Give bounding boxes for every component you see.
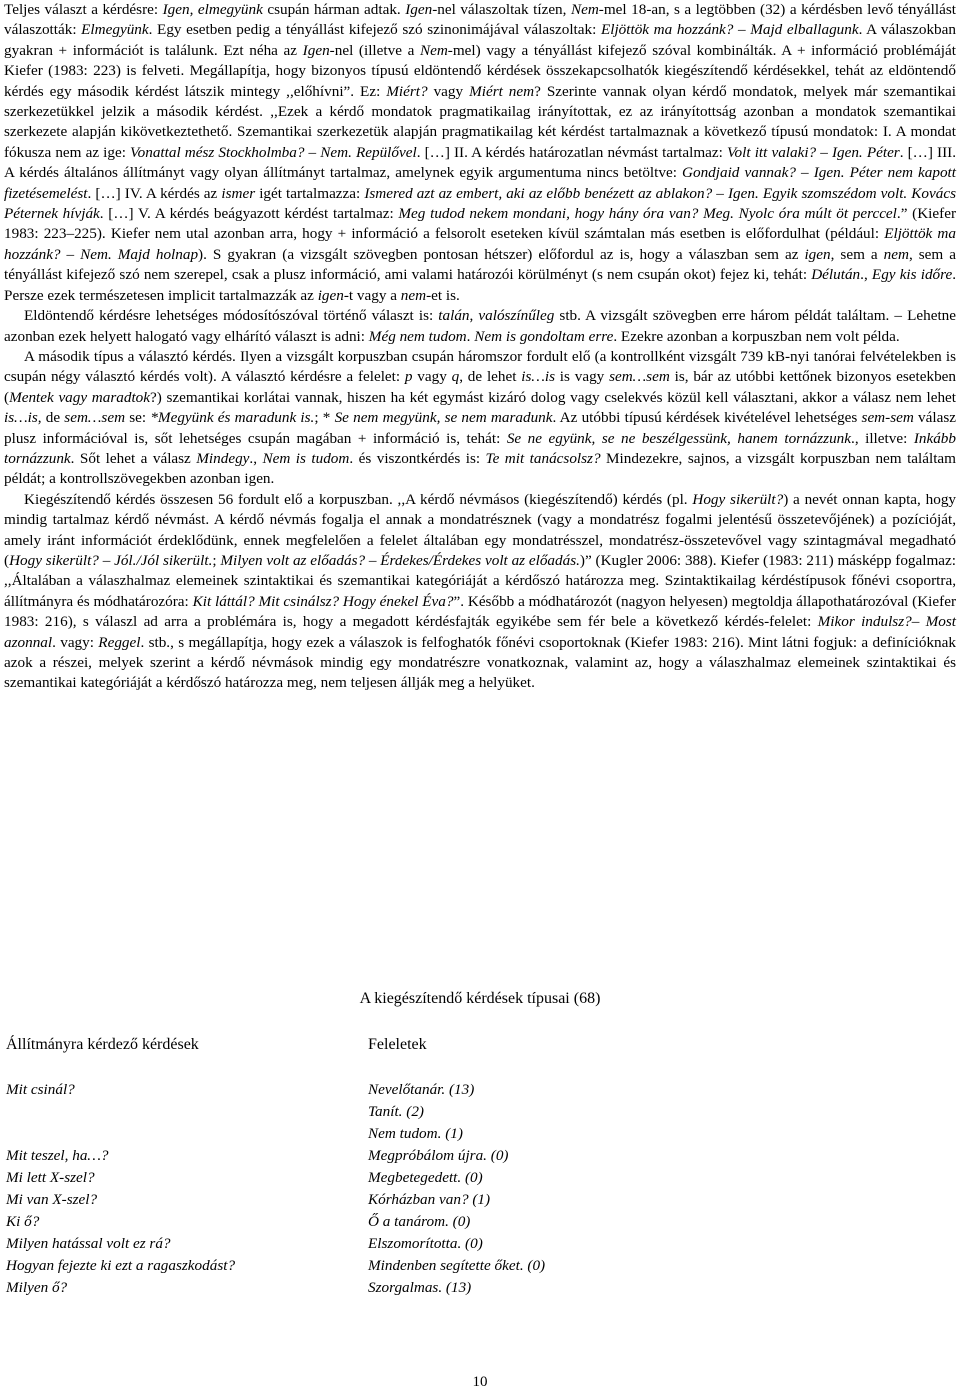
question-cell: Mi van X-szel? — [6, 1191, 98, 1208]
table-caption: A kiegészítendő kérdések típusai (68) — [359, 990, 601, 1007]
paragraph: Teljes választ a kérdésre: Igen, elmegyünk csupán hárman adtak. Igen-nel válaszoltak tízen, Nem-mel 18-an, s a legtöbben (32) a kérdésben levő tényállást válaszották: Elmegyünk. Egy esetben pedig a tényállást kifejező szó szinonimájával válaszoltak: Eljöttök ma hozzánk? – Majd elballagunk. A válaszokban gyakran + információt is találunk. Ezt néha az Igen-nel (illetve a Nem-mel) vagy a tényállást kifejező szóval kombinálták. A + információ problémáját Kiefer (1983: 223) is felveti. Megállapítja, hogy bizonyos típusú eldöntendő kérdések összekapcsolhatók kiegészítendő kérdésekkel, tehát az eldöntendő kérdés egy második kérdést látszik mintegy ,,előhívni”. Ez: Miért? vagy Miért nem? Szerinte vannak olyan kérdő mondatok, melyek már szemantikai szerkezetükkel jelzik a második kérdést. ,,Ezek a kérdő mondatok pragmatikailag irányítottak, ez az irányítottság azonban a mondatok szemantikai szerkezete alapján kikövetkeztethető. Szemantikai szerkezetük alapján pragmatikailag két kérdést tartalmaznak a következő típusú mondatok: I. A mondat fókusza nem az ige: Vonattal mész Stockholmba? – Nem. Repülővel. […] II. A kérdés határozatlan névmást tartalmaz: Volt itt valaki? – Igen. Péter. […] III. A kérdés általános állítmányt vagy olyan állítmányt tartalmaz, amelynek egyik argumentuma nincs betöltve: Gondjaid vannak? – Igen. Péter nem kapott fizetésemelést. […] IV. A kérdés az ismer igét tartalmazza: Ismered azt az embert, aki az előbb benézett az ablakon? – Igen. Egyik szomszédom volt. Kovács Péternek hívják. […] V. A kérdés beágyazott kérdést tartalmaz: Meg tudod nekem mondani, hogy hány óra van? Meg. Nyolc óra múlt öt perccel.” (Kiefer 1983: 223–225). Kiefer nem utal azonban arra, hogy + információ a felsorolt eseteken kívül számtalan más esetben is előfordulhat (például: Eljöttök ma hozzánk? – Nem. Majd holnap). S gyakran (a vizsgált szövegben pontosan hétszer) előfordul az is, hogy a válaszban sem az igen, sem a nem, sem a tényállást kifejező szó nem szerepel, csak a plusz információ, ami valami határozói körülményt (s nem csupán okot) fejez ki, tehát: Délután., Egy kis időre. Persze ezek természetesen implicit tartalmazzák az igen-t vagy a nem-et is. — [4, 1, 957, 304]
answer-cell: Nevelőtanár. (13) — [368, 1081, 475, 1098]
table-row — [4, 1079, 956, 1101]
table-row — [4, 1167, 956, 1189]
table-row — [4, 1255, 956, 1277]
question-cell: Mi lett X-szel? — [6, 1169, 95, 1186]
column-header-questions: Állítmányra kérdező kérdések — [6, 1036, 199, 1053]
answer-cell: Megpróbálom újra. (0) — [368, 1147, 509, 1164]
answer-cell: Ő a tanárom. (0) — [368, 1213, 471, 1230]
table-row — [4, 1233, 956, 1255]
answer-cell: Mindenben segítette őket. (0) — [368, 1257, 546, 1274]
paragraph: A második típus a választó kérdés. Ilyen a vizsgált korpuszban csupán háromszor fordult elő (a kontrollként vizsgált 739 kB-nyi tanórai felvételekben is csupán négy választó kérdés volt). A választó kérdésre a felelet: p vagy q, de lehet is…is is vagy sem…sem is, bár az utóbbi kettőnek bizonyos esetekben (Mentek vagy maradtok?) szemantikai korlátai vannak, hiszen ha két egymást kizáró dolog vagy cselekvés közül kell választani, akkor a válasz nem lehet is…is, de sem…sem se: *Megyünk és maradunk is.; * Se nem megyünk, se nem maradunk. Az utóbbi típusú kérdések kivételével lehetséges sem-sem válasz plusz információval is, sőt lehetséges csupán magában + információ is, tehát: Se ne együnk, se ne beszélgessünk, hanem tornázzunk., illetve: Inkább tornázzunk. Sőt lehet a válasz Mindegy., Nem is tudom. és viszontkérdés is: Te mit tanácsolsz? Mindezekre, sajnos, a vizsgált korpuszban nem találtam példát; a kontrollszövegekben azonban igen. — [4, 347, 956, 488]
paragraph: Eldöntendő kérdésre lehetséges módosítószóval történő választ is: talán, valószínűleg stb. A vizsgált szövegben erre három példát találtam. – Lehetne azonban ezek helyett halogató vagy elhárító választ is adni: Még nem tudom. Nem is gondoltam erre. Ezekre azonban a korpuszban nem volt példa. — [4, 307, 956, 345]
answer-cell: Kórházban van? (1) — [368, 1191, 491, 1208]
question-cell: Mit teszel, ha…? — [6, 1147, 109, 1164]
table-row — [4, 1123, 956, 1145]
document-page — [4, 0, 957, 1390]
answer-cell: Szorgalmas. (13) — [368, 1279, 472, 1296]
question-cell: Milyen hatással volt ez rá? — [6, 1235, 171, 1252]
table-row — [4, 1211, 956, 1233]
table-row — [4, 1189, 956, 1211]
table-row — [4, 1277, 956, 1299]
column-header-answers: Feleletek — [368, 1036, 427, 1053]
answer-cell: Elszomorította. (0) — [368, 1235, 483, 1252]
table-row — [4, 1101, 956, 1123]
question-cell: Ki ő? — [6, 1213, 40, 1230]
paragraph: Kiegészítendő kérdés összesen 56 fordult elő a korpuszban. ,,A kérdő névmásos (kiegészítendő) kérdés (pl. Hogy sikerült?) a nevét onnan kapta, hogy mindig tartalmaz kérdő névmást. A kérdő névmás fogalja el annak a mondatrésznek (vagy a mondatrész fogalmi jelentésű összetevőjének) a pozícióját, amely iránt információt érdeklődünk, ennek megfelelően a felelet általában egy mondatrésszel, mondatrész-összetevővel vagy szintagmával megadható (Hogy sikerült? – Jól./Jól sikerült.; Milyen volt az előadás? – Érdekes/Érdekes volt az előadás.)” (Kugler 2006: 388). Kiefer (1983: 211) másképp fogalmaz: ,,Általában a válaszhalmaz elemeinek szintaktikai és szemantikai kategóriáját a kérdőszó határozza meg. Szintaktikailag kérdéstípusok főnévi csoportra, állítmányra és módhatározóra: Kit láttál? Mit csinálsz? Hogy énekel Éva?”. Később a módhatározót (nagyon helyesen) megtoldja állapothatározóval (Kiefer 1983: 216), s válaszl ad arra a problémára is, hogy a megadott kérdésfajták egyikébe sem fér bele a következő kérdés-felelet: Mikor indulsz?– Most azonnal. vagy: Reggel. stb., s megállapítja, hogy ezek a válaszok is felfoghatók főnévi csoportoknak (Kiefer 1983: 216). Mint látni fogjuk: a definícióknak azok a részei, melyek szerint a kérdő névmások mindig egy mondatrészre vonatkoznak, valamint az, hogy a válaszhalmaz elemeinek szintaktikai és szemantikai kategóriáját a kérdőszó határozza meg, nem teljesen állják meg a helyüket. — [4, 490, 957, 692]
page-number: 10 — [472, 1374, 488, 1390]
body-text — [4, 0, 956, 694]
answer-cell: Tanít. (2) — [368, 1103, 424, 1120]
question-cell: Mit csinál? — [6, 1081, 75, 1098]
table-row — [4, 1145, 956, 1167]
question-cell: Milyen ő? — [6, 1279, 68, 1296]
question-answer-table — [4, 1079, 956, 1299]
question-cell: Hogyan fejezte ki ezt a ragaszkodást? — [6, 1257, 236, 1274]
answer-cell: Nem tudom. (1) — [368, 1125, 463, 1142]
answer-cell: Megbetegedett. (0) — [368, 1169, 483, 1186]
